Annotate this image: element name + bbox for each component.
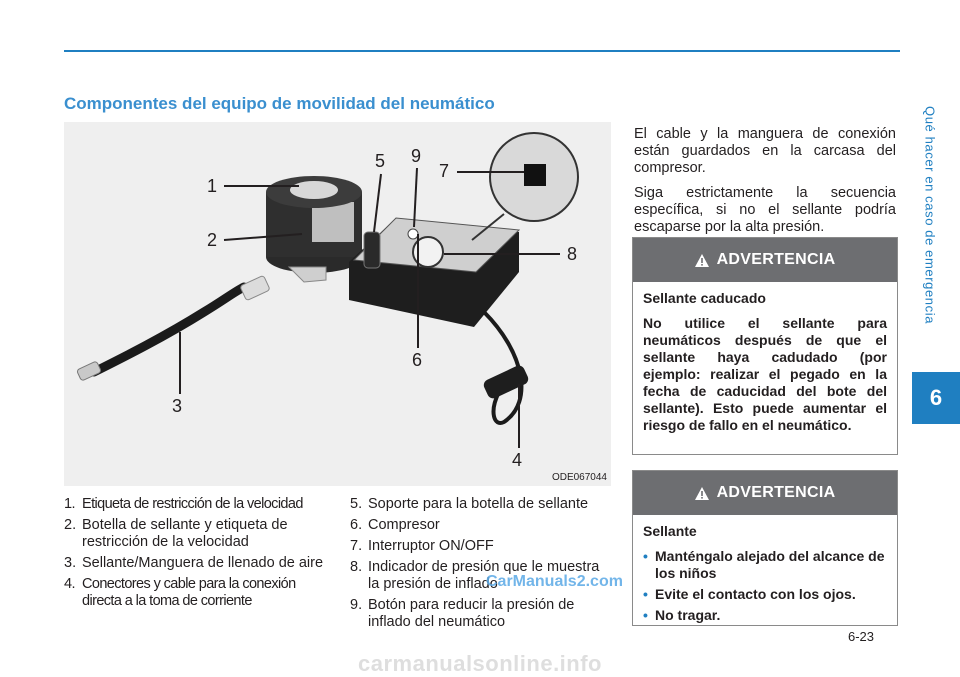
callout-2: 2 xyxy=(207,230,218,250)
figure-code: ODE067044 xyxy=(551,472,607,483)
warning-box-sealant xyxy=(632,470,898,626)
page-number: 6-23 xyxy=(848,629,875,644)
list-item: 4. Conectores y cable para la conexión directa a la toma de corriente xyxy=(64,576,296,609)
warning-box-expired-sealant xyxy=(632,237,898,455)
hose-connector xyxy=(240,275,270,300)
warning-label: ADVERTENCIA xyxy=(716,484,836,501)
paragraph: Siga estrictamente la secuencia específica, si no el sellante podría escaparse por la alta presión. xyxy=(634,185,896,235)
warning-list xyxy=(643,548,887,624)
on-off-switch xyxy=(524,164,546,186)
callout-7: 7 xyxy=(439,161,450,181)
list-item: 1. Etiqueta de restricción de la velocidad xyxy=(64,496,303,512)
chapter-number: 6 xyxy=(912,372,960,424)
callout-9: 9 xyxy=(411,146,422,166)
bottle-valve xyxy=(289,267,326,282)
equipment-illustration xyxy=(64,122,611,486)
list-item: 2. Botella de sellante y etiqueta de restricción de la velocidad xyxy=(64,517,288,550)
equipment-figure xyxy=(64,122,611,486)
section-tab xyxy=(908,60,952,370)
list-item: 6. Compresor xyxy=(350,517,440,533)
footer-watermark: carmanualsonline.info xyxy=(358,651,602,676)
list-item: 9. Botón para reducir la presión de inflado del neumático xyxy=(350,597,575,630)
warning-text: No utilice el sellante para neumáticos después de que el sellante haya cadudado (por ejemplo: realizar el pegado en la fecha de caducidad del bote del sellante). Esto puede aumentar el riesgo de fallo en el neumático. xyxy=(643,315,887,433)
component-list-right xyxy=(350,496,610,635)
bottle-label xyxy=(312,202,354,242)
list-item: 8. Indicador de presión que le muestra la presión de inflado xyxy=(350,559,600,592)
bottle-holder xyxy=(364,232,380,268)
top-rule xyxy=(64,50,900,52)
callout-4: 4 xyxy=(512,450,523,470)
hose-nozzle xyxy=(76,361,101,381)
list-item: • Evite el contacto con los ojos. xyxy=(643,586,887,603)
warning-triangle-icon xyxy=(695,254,709,267)
watermark: CarManuals2.com xyxy=(486,573,623,590)
warning-header xyxy=(633,238,897,282)
warning-label: ADVERTENCIA xyxy=(716,251,836,268)
list-item: 5. Soporte para la botella de sellante xyxy=(350,496,589,512)
callout-8: 8 xyxy=(567,244,578,264)
list-item: • Manténgalo alejado del alcance de los niños xyxy=(643,548,887,582)
callout-1: 1 xyxy=(207,176,218,196)
air-hose xyxy=(94,287,244,372)
list-item: • No tragar. xyxy=(643,607,887,624)
warning-title: Sellante xyxy=(643,523,697,539)
warning-triangle-icon xyxy=(695,487,709,500)
body-text xyxy=(634,126,896,244)
speed-label xyxy=(290,181,338,199)
callout-5: 5 xyxy=(375,151,386,171)
section-tab-label: Qué hacer en caso de emergencia xyxy=(922,105,938,325)
callout-3: 3 xyxy=(172,396,183,416)
page-heading: Componentes del equipo de movilidad del neumático xyxy=(64,94,495,113)
callout-6: 6 xyxy=(412,350,423,370)
power-plug xyxy=(482,364,530,401)
warning-header xyxy=(633,471,897,515)
warning-title: Sellante caducado xyxy=(643,290,766,306)
list-item: 7. Interruptor ON/OFF xyxy=(350,538,494,554)
deflate-button xyxy=(408,229,418,239)
component-list-left xyxy=(64,496,328,614)
list-item: 3. Sellante/Manguera de llenado de aire xyxy=(64,555,324,571)
paragraph: El cable y la manguera de conexión están guardados en la carcasa del compresor. xyxy=(634,126,896,176)
